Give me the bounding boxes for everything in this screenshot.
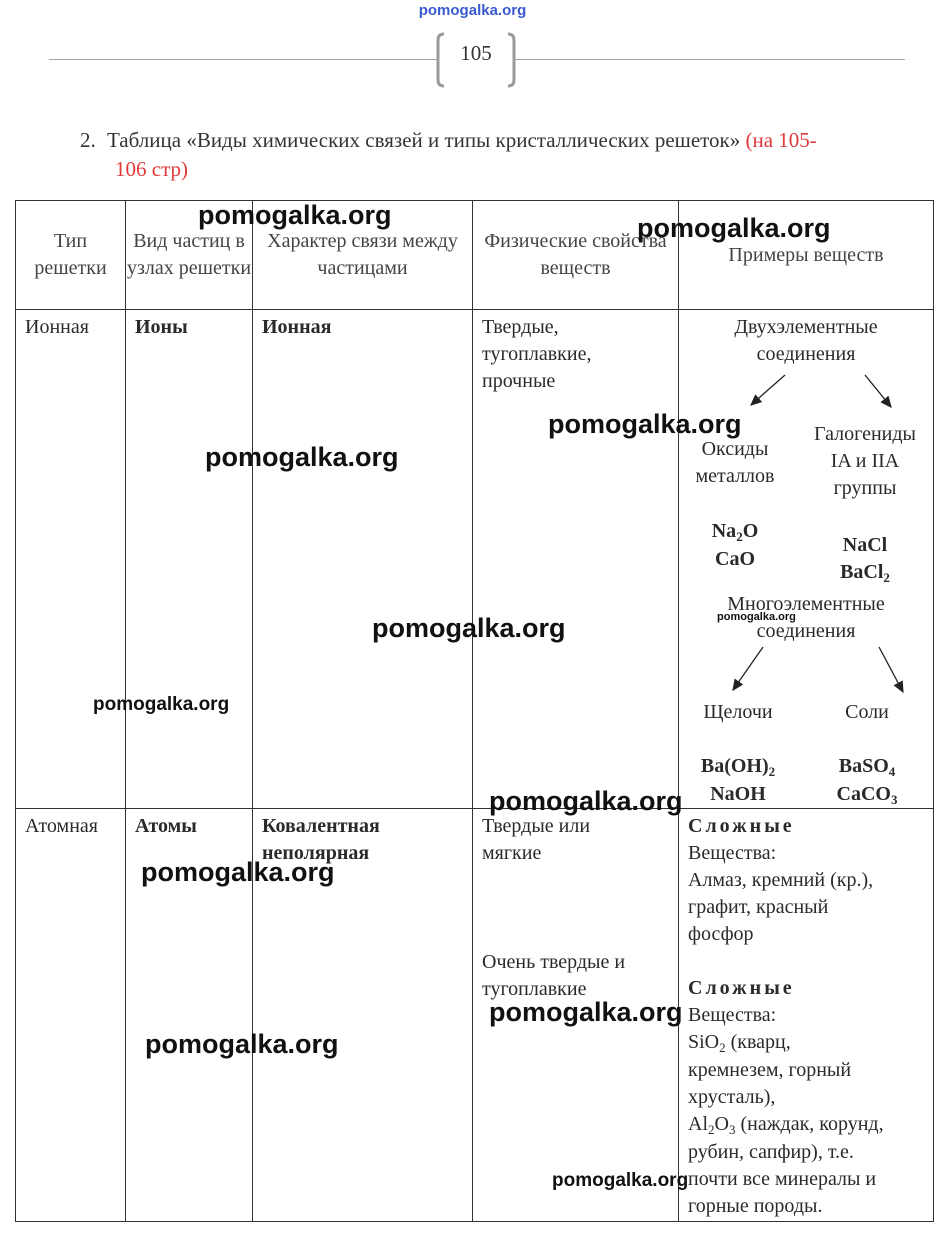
header-properties: Физические свойства веществ — [473, 201, 679, 310]
watermark: pomogalka.org — [489, 786, 683, 816]
group-oxides-title: Оксиды металлов — [695, 438, 775, 487]
formula-baoh2: $Ba(OH)_2$ — [700, 755, 776, 779]
arrow-to-alkalis — [733, 647, 763, 690]
group-alkalis-title: Щелочи — [703, 701, 773, 723]
block-title: Сложные — [688, 815, 795, 837]
salts-examples — [801, 753, 933, 809]
example-line: кремнезем, горный — [688, 1059, 852, 1081]
alkalis-examples — [679, 753, 797, 808]
header-rule-right — [514, 59, 905, 60]
group-halides-title: Галогениды IA и IIA группы — [814, 423, 916, 499]
example-line: почти все минералы и — [688, 1168, 877, 1190]
example-sio2: SiO$_2$ (кварц, — [688, 1031, 791, 1055]
property-line: тугоплавкие, — [482, 343, 592, 365]
header-bond-type: Характер связи между частицами — [253, 201, 473, 310]
group-salts-title: Соли — [845, 701, 889, 723]
block-title: Сложные — [688, 977, 795, 999]
header-lattice-type: Тип решетки — [16, 201, 126, 310]
lattice-type-atomic: Атомная — [16, 809, 126, 1222]
property-line: тугоплавкие — [482, 978, 587, 1000]
watermark: pomogalka.org — [205, 442, 399, 472]
heading-page-ref-cont: 106 стр) — [115, 157, 188, 181]
formula-caco3: CaCO$_3$ — [836, 783, 898, 807]
lattice-type-ionic: Ионная — [16, 310, 126, 809]
example-line: горные породы. — [688, 1195, 823, 1217]
arrow-to-halides — [865, 375, 891, 407]
heading-text: Таблица «Виды химических связей и типы кристаллических решеток» — [107, 128, 741, 152]
header-rule-left — [49, 59, 438, 60]
watermark: pomogalka.org — [372, 613, 566, 643]
examples-ionic — [679, 310, 934, 809]
table-row — [16, 310, 934, 809]
page-number: 105 — [460, 41, 492, 65]
formula-bacl2: BaCl$_2$ — [840, 561, 890, 585]
property-line: прочные — [482, 370, 556, 392]
example-line: Алмаз, кремний (кр.), — [688, 869, 874, 891]
example-line: рубин, сапфир), т.е. — [688, 1141, 854, 1163]
watermark: pomogalka.org — [93, 694, 230, 715]
bond-covalent-nonpolar: Ковалентная неполярная — [253, 809, 473, 1222]
watermark: pomogalka.org — [145, 1029, 339, 1059]
watermark: pomogalka.org — [198, 200, 392, 230]
property-line: Твердые, — [482, 316, 559, 338]
properties-ionic — [473, 310, 679, 809]
example-al2o3: $Al_2O_3$ (наждак, корунд, — [688, 1113, 884, 1137]
property-line: мягкие — [482, 842, 542, 864]
example-line: Вещества: — [688, 1004, 777, 1026]
watermark: pomogalka.org — [637, 213, 831, 243]
header-particles: Вид частиц в узлах решетки — [126, 201, 253, 310]
examples-atomic — [679, 809, 934, 1222]
property-line: Очень твердые и — [482, 951, 626, 973]
section-heading — [80, 126, 930, 184]
header-examples: Примеры веществ — [679, 201, 934, 310]
watermark: pomogalka.org — [548, 409, 742, 439]
property-line: Твердые или — [482, 815, 591, 837]
oxides-examples — [679, 518, 791, 573]
example-line: графит, красный — [688, 896, 829, 918]
watermark: pomogalka.org — [141, 857, 335, 887]
heading-page-ref: (на 105- — [745, 128, 817, 152]
arrow-to-oxides — [751, 375, 785, 405]
watermark: pomogalka.org — [489, 997, 683, 1027]
site-header-link[interactable]: pomogalka.org — [418, 2, 527, 19]
examples-diagram — [679, 310, 933, 808]
example-line: фосфор — [688, 923, 754, 945]
formula-cao: CaO — [715, 548, 755, 570]
particles-ions: Ионы — [126, 310, 253, 809]
particles-atoms: Атомы — [126, 809, 253, 1222]
formula-na2o: $Na_2O$ — [711, 520, 759, 544]
bond-ionic: Ионная — [253, 310, 473, 809]
halides-examples — [797, 532, 933, 587]
group-multi-title: Многоэлементные соединения — [727, 593, 885, 642]
example-line: хрусталь), — [688, 1086, 776, 1108]
group-binary-title: Двухэлементные соединения — [734, 316, 878, 365]
arrow-to-salts — [879, 647, 903, 692]
heading-number: 2. — [80, 128, 96, 152]
formula-naoh: NaOH — [710, 783, 766, 805]
formula-baso4: BaSO$_4$ — [838, 755, 896, 779]
watermark: pomogalka.org — [552, 1170, 689, 1191]
formula-nacl: NaCl — [842, 534, 888, 556]
watermark: pomogalka.org — [717, 611, 796, 623]
example-line: Вещества: — [688, 842, 777, 864]
